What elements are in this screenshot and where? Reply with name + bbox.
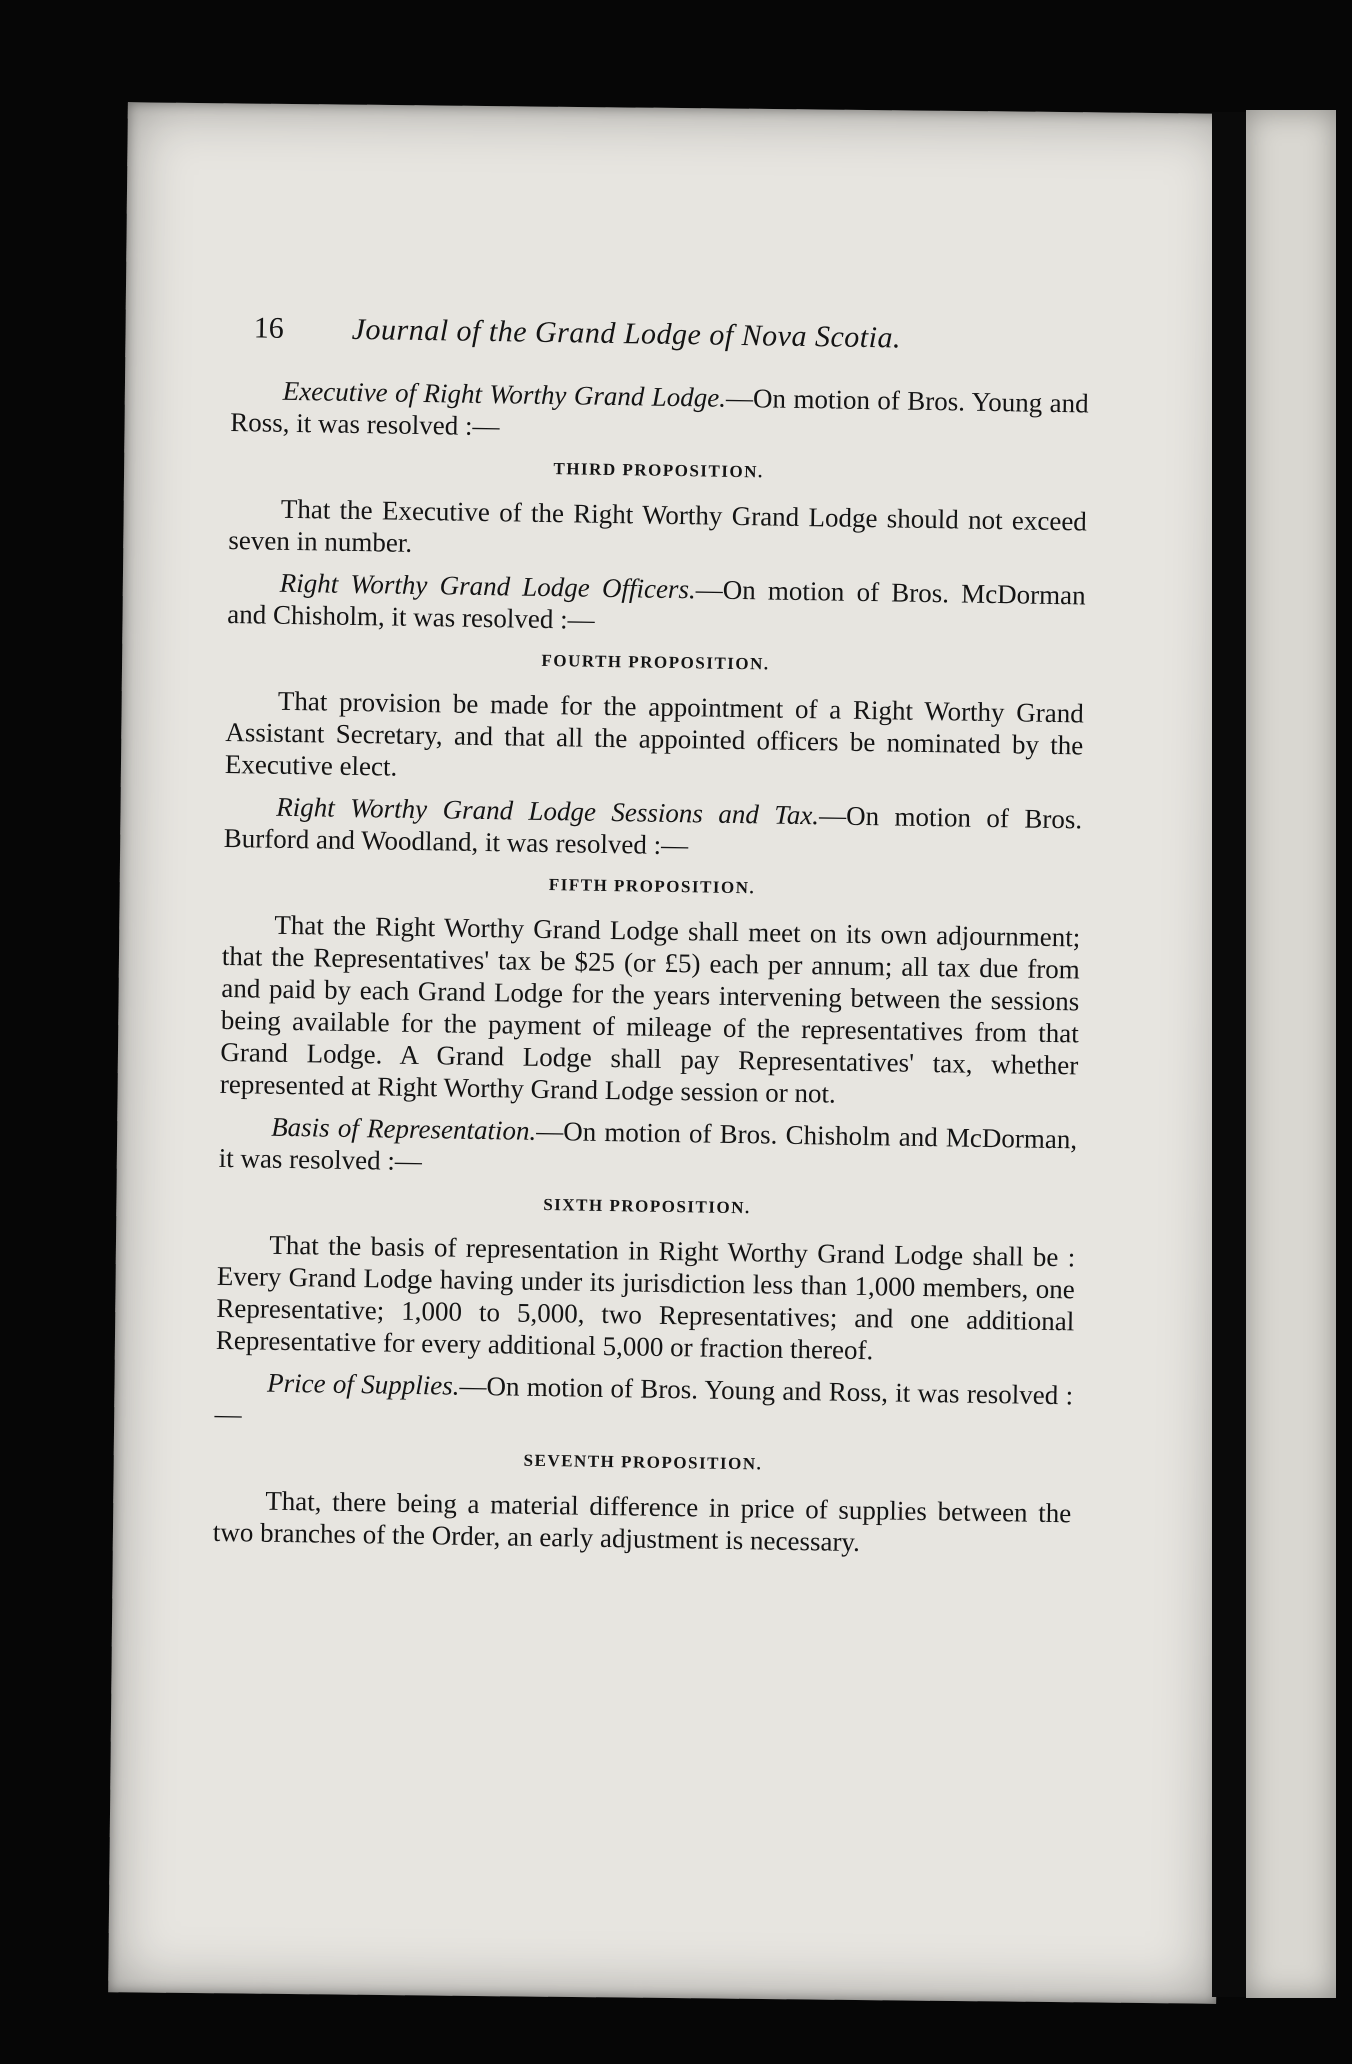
page-text bbox=[212, 312, 1089, 1571]
motion-paragraph bbox=[214, 1366, 1073, 1443]
proposition-heading: FOURTH PROPOSITION. bbox=[541, 650, 770, 674]
section-supplies bbox=[213, 1366, 1074, 1561]
proposition-heading: SIXTH PROPOSITION. bbox=[543, 1195, 751, 1218]
motion-heading: Price of Supplies. bbox=[266, 1367, 460, 1401]
motion-text: —On motion of Bros. McDorman and Chisholm, it was resolved :— bbox=[227, 574, 1086, 635]
resolution-text: That provision be made for the appointment of a Right Worthy Grand Assistant Secretary, and that all the appointed officers be nominated by the Executive elect. bbox=[224, 685, 1085, 782]
motion-paragraph bbox=[227, 566, 1086, 643]
motion-paragraph bbox=[218, 1110, 1077, 1187]
resolution-text: That the basis of representation in Right Worthy Grand Lodge shall be : Every Grand Lodge having under its jurisdiction less than 1,000 members, one Representative; 1,000 to 5,000, two Representatives; and one additional Representative for every additional 5,000 or fraction thereof. bbox=[215, 1229, 1076, 1366]
section-representation bbox=[216, 1110, 1078, 1369]
proposition-heading: FIFTH PROPOSITION. bbox=[548, 875, 756, 898]
proposition-heading: THIRD PROPOSITION. bbox=[553, 459, 764, 482]
motion-text: —On motion of Bros. Young and Ross, it was resolved :— bbox=[214, 1370, 1074, 1430]
proposition-heading: SEVENTH PROPOSITION. bbox=[523, 1450, 763, 1474]
motion-text: —On motion of Bros. Chisholm and McDorman, it was resolved :— bbox=[218, 1115, 1078, 1177]
facing-page-edge bbox=[1246, 110, 1336, 1998]
motion-paragraph bbox=[230, 374, 1089, 451]
motion-heading: Right Worthy Grand Lodge Officers. bbox=[279, 567, 696, 605]
section-sessions-tax bbox=[220, 790, 1083, 1113]
book-gutter bbox=[1212, 112, 1246, 1997]
motion-text: —On motion of Bros. Young and Ross, it was resolved :— bbox=[230, 382, 1089, 442]
section-executive bbox=[228, 374, 1089, 569]
resolution-text: That the Right Worthy Grand Lodge shall meet on its own adjournment; that the Representatives' tax be $25 (or £5) each per annum; all tax due from and paid by each Grand Lodge for the years intervening between the sessions being available for the payment of mileage of the representatives from that Grand Lodge. A Grand Lodge shall pay Representatives' tax, whether represented at Right Worthy Grand Lodge session or not. bbox=[219, 909, 1081, 1109]
motion-heading: Right Worthy Grand Lodge Sessions and Tax. bbox=[275, 791, 820, 831]
motion-paragraph bbox=[223, 790, 1082, 867]
resolution-text: That the Executive of the Right Worthy Grand Lodge should not exceed seven in number. bbox=[228, 493, 1088, 558]
running-title: Journal of the Grand Lodge of Nova Scotia. bbox=[351, 312, 902, 355]
page-number: 16 bbox=[253, 311, 285, 345]
section-officers bbox=[225, 566, 1086, 793]
motion-heading: Executive of Right Worthy Grand Lodge. bbox=[282, 375, 727, 413]
motion-text: —On motion of Bros. Burford and Woodland, it was resolved :— bbox=[223, 800, 1083, 861]
motion-heading: Basis of Representation. bbox=[270, 1111, 537, 1146]
resolution-text: That, there being a material difference in price of supplies between the two branches of the Order, an early adjustment is necessary. bbox=[212, 1485, 1072, 1558]
